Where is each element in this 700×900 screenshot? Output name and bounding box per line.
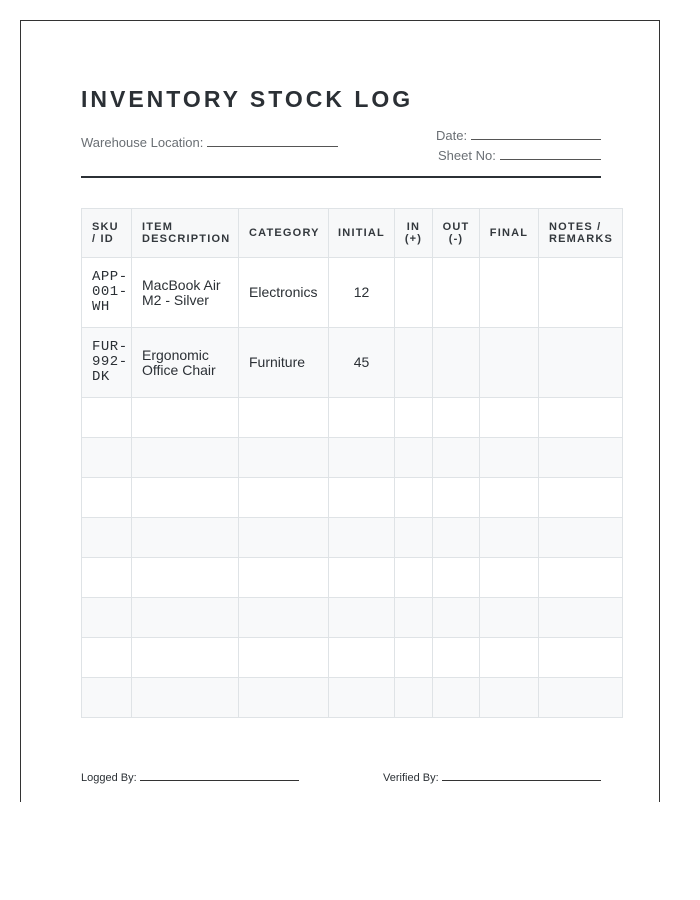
blank-cell[interactable]: [132, 518, 239, 558]
blank-cell[interactable]: [395, 478, 433, 518]
blank-cell[interactable]: [132, 598, 239, 638]
verified-by-label: Verified By:: [383, 772, 439, 784]
blank-cell[interactable]: [433, 678, 480, 718]
logged-by-label: Logged By:: [81, 772, 137, 784]
sheet-no-field[interactable]: [438, 147, 601, 163]
warehouse-location-label: Warehouse Location:: [81, 135, 204, 150]
blank-cell[interactable]: [433, 558, 480, 598]
sku-cell: APP- 001- WH: [82, 258, 132, 328]
blank-cell[interactable]: [480, 558, 539, 598]
blank-cell[interactable]: [433, 518, 480, 558]
table-row: [82, 258, 623, 328]
blank-cell[interactable]: [433, 598, 480, 638]
col-header-category: CATEGORY: [239, 209, 329, 258]
final-cell[interactable]: [480, 328, 539, 398]
blank-cell[interactable]: [239, 598, 329, 638]
empty-table-row: [82, 638, 623, 678]
blank-cell[interactable]: [433, 398, 480, 438]
blank-cell[interactable]: [395, 598, 433, 638]
blank-cell[interactable]: [329, 598, 395, 638]
initial-cell: 12: [329, 258, 395, 328]
blank-cell[interactable]: [239, 678, 329, 718]
empty-table-row: [82, 598, 623, 638]
blank-cell[interactable]: [539, 678, 623, 718]
blank-cell[interactable]: [329, 478, 395, 518]
blank-cell[interactable]: [433, 478, 480, 518]
blank-cell[interactable]: [82, 558, 132, 598]
empty-table-row: [82, 558, 623, 598]
col-header-notes: NOTES / REMARKS: [539, 209, 623, 258]
verified-by-field[interactable]: [383, 770, 601, 784]
warehouse-location-field[interactable]: [81, 134, 338, 150]
blank-cell[interactable]: [539, 398, 623, 438]
blank-cell[interactable]: [539, 558, 623, 598]
blank-cell[interactable]: [82, 478, 132, 518]
blank-cell[interactable]: [239, 438, 329, 478]
sheet-no-blank[interactable]: [500, 147, 601, 160]
inventory-table: [81, 208, 623, 718]
blank-cell[interactable]: [395, 638, 433, 678]
blank-cell[interactable]: [329, 518, 395, 558]
in-cell[interactable]: [395, 258, 433, 328]
empty-table-row: [82, 438, 623, 478]
date-label: Date:: [436, 128, 468, 143]
notes-cell[interactable]: [539, 258, 623, 328]
col-header-sku: SKU / ID: [82, 209, 132, 258]
blank-cell[interactable]: [132, 478, 239, 518]
empty-table-row: [82, 398, 623, 438]
blank-cell[interactable]: [433, 438, 480, 478]
initial-cell: 45: [329, 328, 395, 398]
col-header-final: FINAL: [480, 209, 539, 258]
blank-cell[interactable]: [329, 638, 395, 678]
blank-cell[interactable]: [132, 558, 239, 598]
col-header-initial: INITIAL: [329, 209, 395, 258]
blank-cell[interactable]: [480, 478, 539, 518]
col-header-in: IN (+): [395, 209, 433, 258]
blank-cell[interactable]: [539, 478, 623, 518]
sku-cell: FUR- 992- DK: [82, 328, 132, 398]
blank-cell[interactable]: [329, 558, 395, 598]
blank-cell[interactable]: [539, 598, 623, 638]
blank-cell[interactable]: [480, 598, 539, 638]
sheet-no-label: Sheet No:: [438, 148, 496, 163]
blank-cell[interactable]: [82, 678, 132, 718]
blank-cell[interactable]: [395, 558, 433, 598]
description-cell: Ergonomic Office Chair: [132, 328, 239, 398]
blank-cell[interactable]: [82, 598, 132, 638]
blank-cell[interactable]: [239, 558, 329, 598]
blank-cell[interactable]: [539, 638, 623, 678]
blank-cell[interactable]: [480, 398, 539, 438]
blank-cell[interactable]: [239, 398, 329, 438]
in-cell[interactable]: [395, 328, 433, 398]
blank-cell[interactable]: [82, 438, 132, 478]
blank-cell[interactable]: [329, 438, 395, 478]
warehouse-location-blank[interactable]: [207, 134, 338, 147]
blank-cell[interactable]: [132, 638, 239, 678]
blank-cell[interactable]: [480, 678, 539, 718]
blank-cell[interactable]: [239, 478, 329, 518]
blank-cell[interactable]: [82, 398, 132, 438]
verified-by-blank[interactable]: [442, 770, 601, 781]
category-cell: Electronics: [239, 258, 329, 328]
empty-table-row: [82, 478, 623, 518]
col-header-description: ITEM DESCRIPTION: [132, 209, 239, 258]
blank-cell[interactable]: [480, 518, 539, 558]
blank-cell[interactable]: [480, 638, 539, 678]
blank-cell[interactable]: [480, 438, 539, 478]
header-divider: [81, 176, 601, 178]
final-cell[interactable]: [480, 258, 539, 328]
logged-by-field[interactable]: [81, 770, 299, 784]
blank-cell[interactable]: [239, 518, 329, 558]
blank-cell[interactable]: [395, 678, 433, 718]
table-header-row: [82, 209, 623, 258]
blank-cell[interactable]: [82, 638, 132, 678]
date-field[interactable]: [436, 127, 601, 143]
notes-cell[interactable]: [539, 328, 623, 398]
blank-cell[interactable]: [539, 438, 623, 478]
empty-table-row: [82, 678, 623, 718]
table-row: [82, 328, 623, 398]
empty-table-row: [82, 518, 623, 558]
out-cell[interactable]: [433, 258, 480, 328]
blank-cell[interactable]: [132, 398, 239, 438]
document-title: INVENTORY STOCK LOG: [81, 86, 414, 112]
col-header-out: OUT (-): [433, 209, 480, 258]
blank-cell[interactable]: [539, 518, 623, 558]
blank-cell[interactable]: [132, 438, 239, 478]
logged-by-blank[interactable]: [140, 770, 299, 781]
blank-cell[interactable]: [395, 438, 433, 478]
category-cell: Furniture: [239, 328, 329, 398]
description-cell: MacBook Air M2 - Silver: [132, 258, 239, 328]
blank-cell[interactable]: [239, 638, 329, 678]
date-blank[interactable]: [471, 127, 601, 140]
blank-cell[interactable]: [433, 638, 480, 678]
blank-cell[interactable]: [329, 678, 395, 718]
blank-cell[interactable]: [82, 518, 132, 558]
blank-cell[interactable]: [395, 398, 433, 438]
out-cell[interactable]: [433, 328, 480, 398]
blank-cell[interactable]: [132, 678, 239, 718]
blank-cell[interactable]: [395, 518, 433, 558]
blank-cell[interactable]: [329, 398, 395, 438]
